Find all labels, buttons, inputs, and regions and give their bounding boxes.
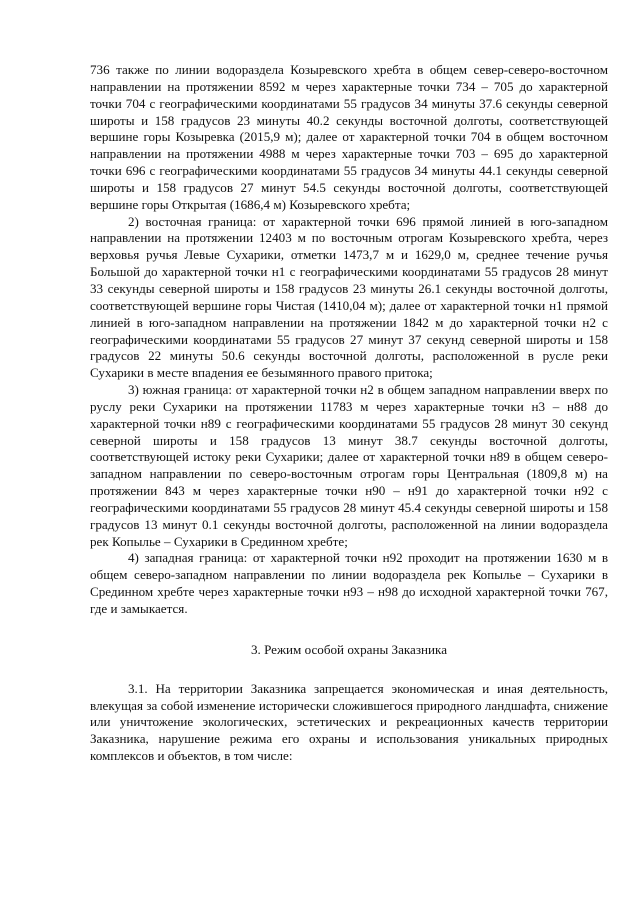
section-heading: 3. Режим особой охраны Заказника: [250, 641, 448, 657]
paragraph-eastern-border: 2) восточная граница: от характерной точки 696 прямой линией в юго-западном направлении на протяжении 12403 м по восточным отрогам Козыревского хребта, через верховья ручья Левые Сухарики, отметки 1473,7 м и 1629,0 м, среднее течение ручья Большой до характерной точки н1 с географическими координатами 55 градусов 28 минут 33 секунды северной широты и 158 градусов 23 минуты 26.1 секунды восточной долготы, соответствующей вершине горы Чистая (1410,04 м); далее от характерной точки н1 прямой линией в юго-западном направлении на протяжении 1842 м до характерной точки н2 с географическими координатами 55 градусов 27 минут 37 секунд северной широты и 158 градусов 22 минуты 50.6 секунды восточной долготы, расположенной в русле реки Сухарики в месте впадения ее безымянного правого притока;: [90, 213, 608, 381]
paragraph-prohibitions: 3.1. На территории Заказника запрещается экономическая и иная деятельность, влекущая за собой изменение исторически сложившегося природного ландшафта, снижение или уничтожение экологических, эстетических и рекреационных качеств территории Заказника, нарушение режима его охраны и использования уникальных природных комплексов и объектов, в том числе:: [90, 680, 608, 764]
spacer: [90, 659, 608, 681]
paragraph-northern-border-continuation: 736 также по линии водораздела Козыревского хребта в общем север-северо-восточном направлении на протяжении 8592 м через характерные точки 734 – 705 до характерной точки 704 с географическими координатами 55 градусов 34 минуты 37.6 секунды северной широты и 158 градусов 23 минуты 40.2 секунды восточной долготы, соответствующей вершине горы Козыревка (2015,9 м); далее от характерной точки 704 в общем восточном направлении на протяжении 4988 м через характерные точки 703 – 695 до характерной точки 696 с географическими координатами 55 градусов 34 минуты 44.1 секунды северной широты и 158 градусов 27 минут 54.5 секунды восточной долготы, соответствующей вершине горы Открытая (1686,4 м) Козыревского хребта;: [90, 62, 608, 212]
document-body: [90, 62, 608, 765]
paragraph-western-border: 4) западная граница: от характерной точки н92 проходит на протяжении 1630 м в общем северо-западном направлении по линии водораздела рек Копылье – Сухарики в Срединном хребте через характерные точки н93 – н98 до исходной характерной точки 767, где и замыкается.: [90, 550, 608, 616]
spacer: [90, 618, 608, 642]
paragraph-southern-border: 3) южная граница: от характерной точки н2 в общем западном направлении вверх по руслу реки Сухарики на протяжении 11783 м через характерные точки н3 – н88 до характерной точки н89 с географическими координатами 55 градусов 28 минут 30 секунд северной широты и 158 градусов 13 минут 38.7 секунды восточной долготы, соответствующей истоку реки Сухарики; далее от характерной точки н89 в общем северо-западном направлении по северо-восточным отрогам горы Центральная (1809,8 м) на протяжении 843 м через характерные точки н90 – н91 до характерной точки н92 с географическими координатами 55 градусов 28 минут 45.4 секунды северной широты и 158 градусов 13 минут 0.1 секунды восточной долготы, расположенной на линии водораздела рек Копылье – Сухарики в Срединном хребте;: [90, 382, 608, 549]
